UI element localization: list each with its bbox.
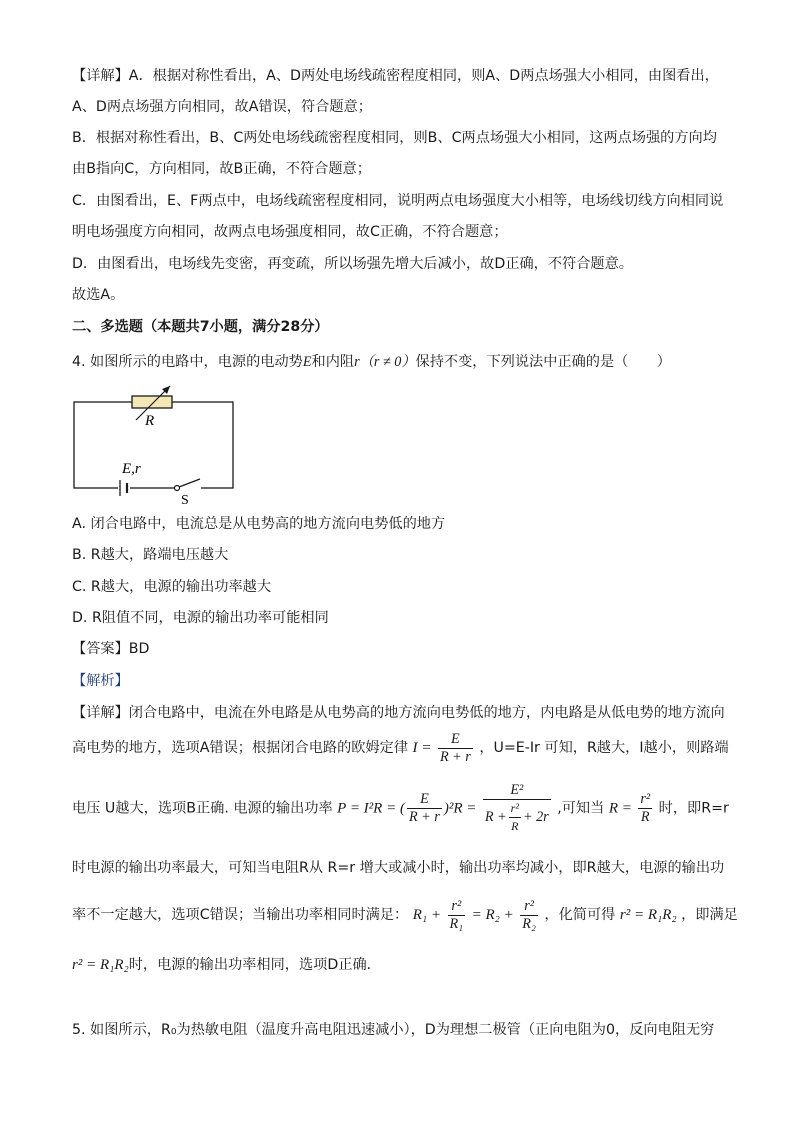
detail1-line2: A、D两点场强方向相同，故A错误，符合题意； bbox=[72, 99, 372, 115]
detail2-line2-text-b: ，U=E-Ir 可知，R越大，I越小，则路端 bbox=[479, 740, 729, 756]
option-A: A. 闭合电路中，电流总是从电势高的地方流向电势低的地方 bbox=[72, 516, 446, 532]
power-eq-inner-frac bbox=[509, 800, 521, 835]
detail1-line1: 【详解】A．根据对称性看出，A、D两处电场线疏密程度相同，则A、D两点场强大小相同，由图看出， bbox=[72, 68, 719, 84]
ohm-law-I: I = bbox=[412, 740, 432, 756]
circuit-diagram bbox=[70, 380, 240, 505]
power-eq-inner-den: R bbox=[511, 819, 519, 833]
detail2-line5-text-b: ，化简可得 bbox=[544, 907, 616, 923]
label-Er: E,r bbox=[122, 461, 141, 477]
detail2-line6-text: 时，电源的输出功率相同，选项D正确． bbox=[128, 957, 381, 973]
detail2-line1: 【详解】闭合电路中，电流在外电路是从电势高的地方流向电势低的地方，内电路是从低电势的地方流向 bbox=[72, 705, 725, 721]
option-D: D. R阻值不同，电源的输出功率可能相同 bbox=[72, 610, 329, 626]
detail2-line3-text-a: 电压 U越大，选项B正确. 电源的输出功率 bbox=[72, 800, 333, 817]
equal-power-frac1 bbox=[448, 898, 466, 933]
detail2-line4: 时电源的输出功率最大，可知当电阻R从 R=r 增大或减小时，输出功率均减小，即R越大，电源的输出功 bbox=[72, 860, 725, 876]
detail2-line3-text-c: 时，即R=r bbox=[658, 800, 729, 817]
detail1-line8: 故选A。 bbox=[72, 287, 125, 303]
equal-power-eq-a: R₁ + bbox=[412, 907, 441, 923]
condition-eq: r² = R₁R₂ bbox=[72, 957, 129, 973]
power-eq-part2: )²R = bbox=[443, 800, 477, 817]
power-eq-frac1-num: E bbox=[407, 791, 442, 809]
detail2-line5 bbox=[72, 893, 738, 937]
max-cond-frac bbox=[638, 791, 652, 826]
detail1-line4: 由B指向C，方向相同，故B正确，不符合题意； bbox=[72, 161, 371, 177]
power-eq-frac2-den bbox=[483, 800, 551, 835]
max-cond-den: R bbox=[640, 809, 650, 825]
detail2-line2 bbox=[72, 730, 729, 766]
power-eq-frac1-den: R + r bbox=[408, 809, 440, 825]
question-4-stem bbox=[72, 352, 671, 372]
power-eq-frac1 bbox=[407, 791, 442, 826]
ohm-law-den: R + r bbox=[439, 748, 471, 765]
detail2-line3-text-b: ,可知当 bbox=[557, 800, 605, 817]
equal-power-frac1-den: R₁ bbox=[449, 915, 464, 932]
detail2-line6 bbox=[72, 955, 381, 975]
option-B: B. R越大，路端电压越大 bbox=[72, 547, 229, 563]
q4-stem-E: E bbox=[302, 354, 312, 370]
q4-stem-cond: r（r ≠ 0） bbox=[354, 354, 416, 370]
q4-stem-part-c: 保持不变，下列说法中正确的是（ ） bbox=[415, 354, 671, 370]
answer-line: 【答案】BD bbox=[72, 641, 150, 657]
simplified-eq: r² = R₁R₂ bbox=[619, 907, 677, 923]
equal-power-frac2-num: r² bbox=[520, 898, 538, 916]
power-eq-frac2 bbox=[483, 782, 551, 835]
detail1-line6: 明电场强度方向相同，故两点电场强度相同，故C正确，不符合题意； bbox=[72, 224, 508, 240]
equal-power-eq-b: = R₂ + bbox=[471, 907, 514, 923]
rheostat-body bbox=[132, 396, 172, 408]
detail1-line5: C．由图看出，E、F两点中，电场线疏密程度相同，说明两点电场强度大小相等，电场线切线方向相同说 bbox=[72, 193, 724, 209]
max-cond-eq: R = bbox=[608, 800, 632, 817]
analysis-label: 【解析】 bbox=[72, 673, 129, 689]
q4-stem-part-b: 和内阻 bbox=[311, 354, 355, 370]
label-R: R bbox=[145, 413, 155, 429]
equal-power-frac2 bbox=[520, 898, 538, 933]
equal-power-frac2-den: R₂ bbox=[522, 915, 536, 932]
label-S: S bbox=[181, 493, 189, 505]
detail2-line2-text-a: 高电势的地方，选项A错误；根据闭合电路的欧姆定律 bbox=[72, 740, 409, 756]
section-title: 二、多选题（本题共7小题，满分28分） bbox=[72, 319, 329, 335]
max-cond-num: r² bbox=[640, 791, 651, 807]
switch-pivot bbox=[175, 486, 180, 491]
detail1-line3: B．根据对称性看出，B、C两处电场线疏密程度相同，则B、C两点场强大小相同，这两点场强的方向均 bbox=[72, 130, 717, 146]
equal-power-frac1-num: r² bbox=[448, 898, 466, 916]
ohm-law-fraction bbox=[438, 731, 473, 766]
power-eq-den-b: + 2r bbox=[522, 808, 549, 825]
question-5-stem: 5. 如图所示，R₀为热敏电阻（温度升高电阻迅速减小），D为理想二极管（正向电阻为0，反向电阻无穷 bbox=[72, 1022, 715, 1038]
power-eq-part1: P = I²R = ( bbox=[337, 800, 405, 817]
detail1-line7: D．由图看出，电场线先变密，再变疏，所以场强先增大后减小，故D正确，不符合题意。 bbox=[72, 256, 633, 272]
detail2-line5-text-a: 率不一定越大，选项C错误；当输出功率相同时满足： bbox=[72, 907, 409, 923]
power-eq-frac2-num: E² bbox=[483, 782, 551, 800]
ohm-law-num: E bbox=[438, 731, 473, 749]
power-eq-den-a: R + bbox=[484, 808, 507, 825]
detail2-line3 bbox=[72, 782, 729, 835]
detail2-line5-text-c: ，即满足 bbox=[681, 907, 738, 923]
power-eq-inner-num: r² bbox=[509, 800, 521, 818]
option-C: C. R越大，电源的输出功率越大 bbox=[72, 579, 272, 595]
q4-stem-part-a: 4. 如图所示的电路中，电源的电动势 bbox=[72, 354, 303, 370]
